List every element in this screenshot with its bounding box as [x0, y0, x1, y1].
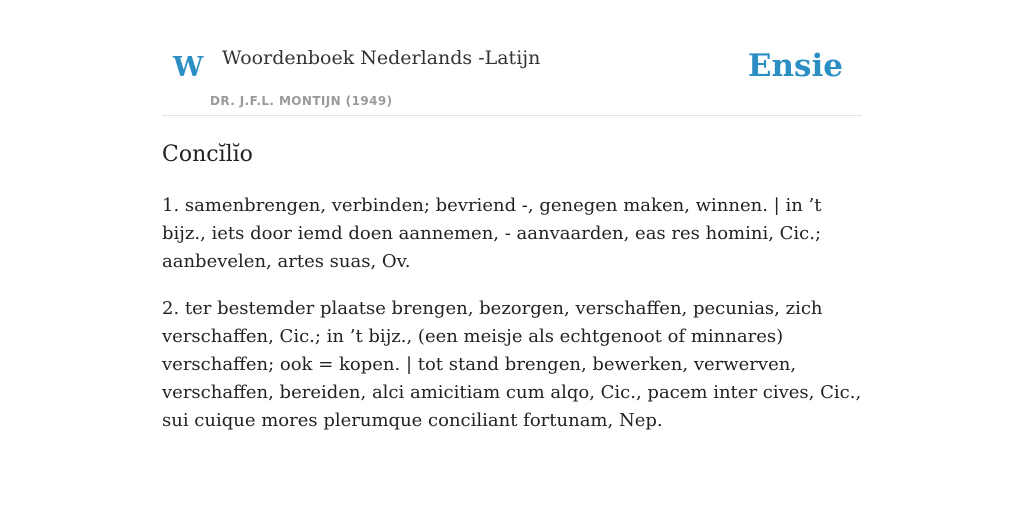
page-container	[162, 40, 862, 435]
dictionary-header	[162, 40, 862, 116]
definition-1: 1. samenbrengen, verbinden; bevriend -, genegen maken, winnen. | in ’t bijz., iets door iemd doen aannemen, - aanvaarden, eas res homini, Cic.; aanbevelen, artes suas, Ov.	[162, 195, 822, 273]
dictionary-author: DR. J.F.L. MONTIJN (1949)	[210, 94, 393, 108]
ensie-logo-link[interactable]: Ensie	[747, 48, 843, 84]
definition-2: 2. ter bestemder plaatse brengen, bezorgen, verschaffen, pecunias, zich verschaffen, Cic.; in ’t bijz., (een meisje als echtgenoot of minnares) verschaffen; ook = kopen. | tot stand brengen, bewerken, verwerven, verschaffen, bereiden, alci amicitiam cum alqo, Cic., pacem inter cives, Cic., sui cuique mores plerumque conciliant fortunam, Nep.	[162, 298, 862, 432]
dictionary-title-link[interactable]: Woordenboek Nederlands -Latijn	[222, 47, 541, 69]
dictionary-logo[interactable]: W	[173, 52, 204, 83]
entry-headword: Concĭlĭo	[162, 142, 253, 167]
